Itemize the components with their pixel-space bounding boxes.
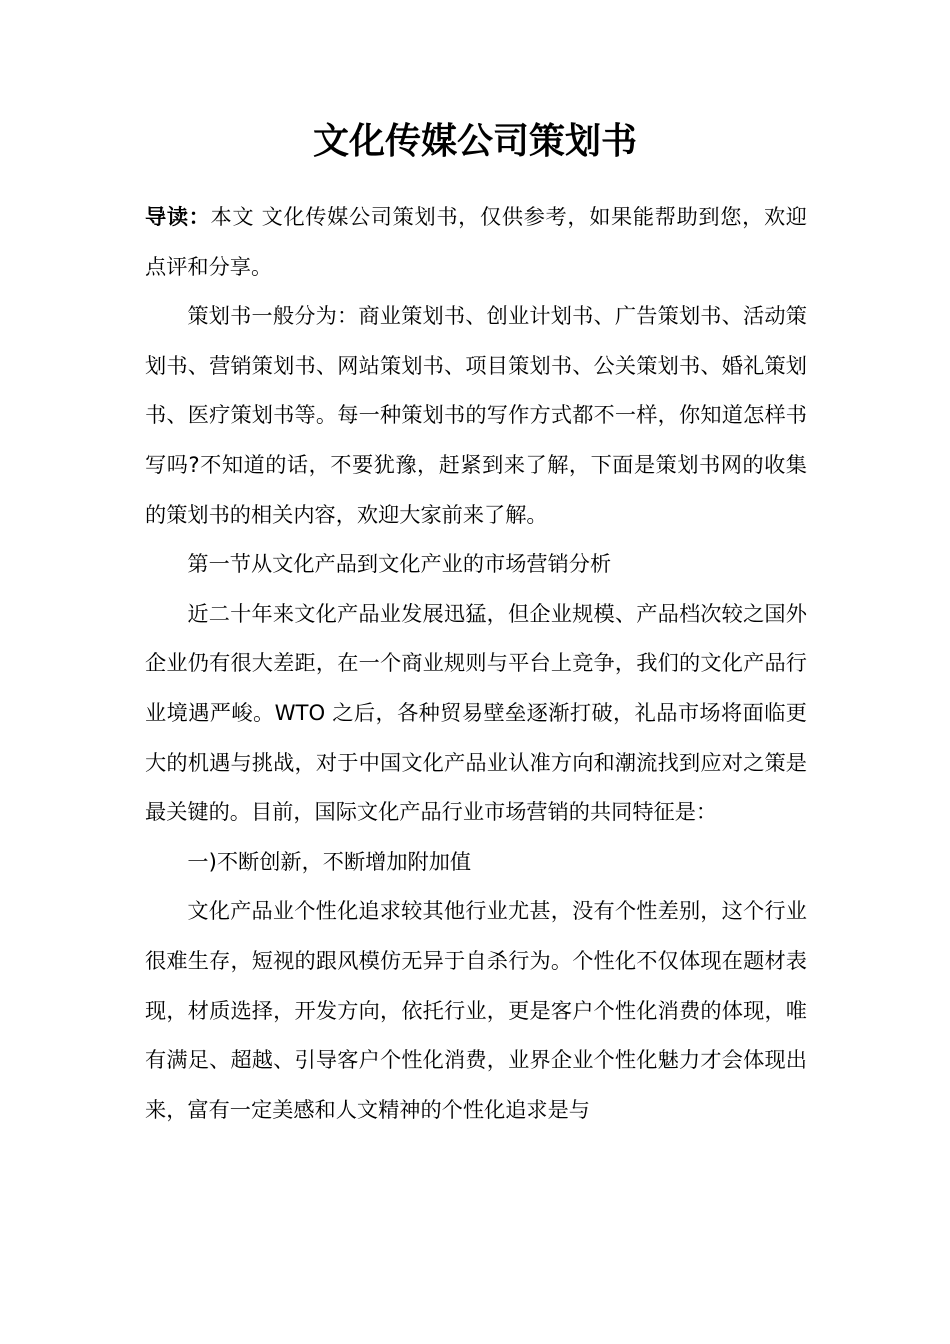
paragraph-personalization: 文化产品业个性化追求较其他行业尤甚，没有个性差别，这个行业很难生存，短视的跟风模仿无异于自杀行为。个性化不仅体现在题材表现，材质选择，开发方向，依托行业，更是客户个性化消费的体现，唯有满足、超越、引导客户个性化消费，业界企业个性化魅力才会体现出来，富有一定美感和人文精神的个性化追求是与 <box>145 898 807 1122</box>
document-body <box>145 192 807 1134</box>
section-heading: 第一节从文化产品到文化产业的市场营销分析 <box>187 551 612 577</box>
paragraph-types: 策划书一般分为：商业策划书、创业计划书、广告策划书、活动策划书、营销策划书、网站策划书、项目策划书、公关策划书、婚礼策划书、医疗策划书等。每一种策划书的写作方式都不一样，你知道怎样书写吗?不知道的话，不要犹豫，赶紧到来了解，下面是策划书网的收集的策划书的相关内容，欢迎大家前来了解。 <box>145 303 807 527</box>
document-title: 文化传媒公司策划书 <box>312 121 637 162</box>
intro-text: 本文 文化传媒公司策划书，仅供参考，如果能帮助到您，欢迎点评和分享。 <box>145 204 807 279</box>
intro-label: 导读： <box>145 204 211 229</box>
subheading-innovation: 一)不断创新，不断增加附加值 <box>187 848 472 874</box>
intro-paragraph <box>145 192 807 291</box>
paragraph-market: 近二十年来文化产品业发展迅猛，但企业规模、产品档次较之国外企业仍有很大差距，在一个商业规则与平台上竞争，我们的文化产品行业境遇严峻。WTO 之后，各种贸易壁垒逐渐打破，礼品市场将面临更大的机遇与挑战，对于中国文化产品业认准方向和潮流找到应对之策是最关键的。目前，国际文化产品行业市场营销的共同特征是： <box>145 600 807 825</box>
